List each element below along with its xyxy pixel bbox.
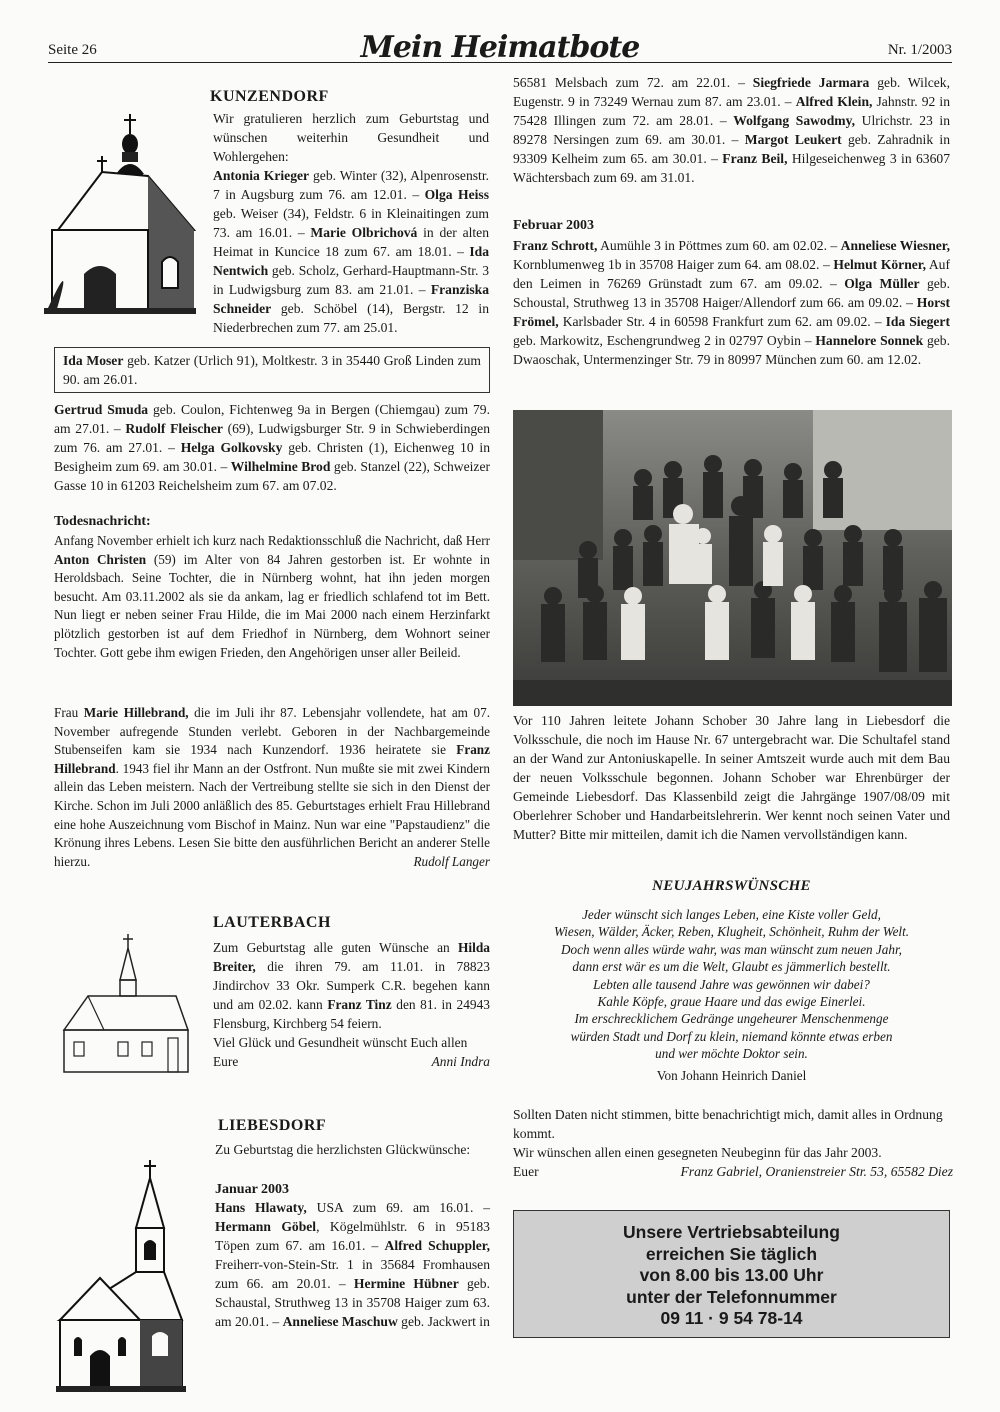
poem-line: und wer möchte Doktor sein. (655, 1046, 808, 1062)
birthday-details: Auf den Leimen in 76269 Grünstadt zum 67. am 09.02. – (513, 257, 951, 291)
birthday-name: Wilhelmine Brod (230, 459, 331, 474)
kunzendorf-title: KUNZENDORF (210, 88, 329, 105)
poem-line: Doch wenn alles würde wahr, was man wünscht zum neuen Jahr, (561, 941, 902, 957)
kunzendorf-entries-b (54, 400, 490, 495)
birthday-name: Rudolf Fleischer (125, 421, 223, 436)
distribution-contact-box (513, 1210, 950, 1338)
new-year-poem (505, 906, 958, 1084)
author-signature: Rudolf Langer (413, 853, 490, 869)
birthday-details: Karlsbader Str. 4 in 60598 Frankfurt zum 62. am 09.02. – (558, 314, 886, 329)
ad-line: Unsere Vertriebsabteilung (623, 1222, 840, 1242)
birthday-name: Anneliese Maschuw (282, 1314, 398, 1329)
closing-text: Viel Glück und Gesundheit wünscht Euch allen Eure (213, 1035, 468, 1069)
ad-line: erreichen Sie täglich (645, 1243, 818, 1264)
birthday-details: Kornblumenweg 1b in 35708 Haiger zum 64. am 08.02. – (513, 257, 834, 272)
kunzendorf-entries-a (213, 166, 489, 337)
author-signature: Anni Indra (431, 1054, 490, 1069)
liebesdorf-intro: Zu Geburtstag die herzlichsten Glückwünsche: (215, 1142, 471, 1157)
birthday-details: Ulrichstr. 23 in 89278 Nersingen zum 69. am 30.01. – (513, 113, 951, 147)
birthday-details: (69), Ludwigsburger Str. 9 in Schwieberdingen zum 76. am 27.01. – (54, 421, 490, 455)
birthday-details: geb. Schaustal, Struthweg 13 in 35708 Haiger zum 63. am 20.01. – (215, 1276, 490, 1329)
birthday-name: Hermine Hübner (353, 1276, 459, 1291)
birthday-details: geb. Katzer (Urlich 91), Moltkestr. 3 in 35440 Groß Linden zum 90. am 26.01. (63, 353, 481, 387)
marie-hillebrand-article (54, 704, 490, 871)
poem-line: Jeder wünscht sich langes Leben, eine Kiste voller Geld, (582, 907, 881, 922)
kunzendorf-intro-block (213, 109, 489, 337)
closing-signature-line (513, 1162, 953, 1181)
masthead-title: Mein Heimatbote (360, 30, 640, 65)
birthday-name: Olga Heiss (424, 187, 489, 202)
lauterbach-church-illustration (58, 934, 192, 1074)
birthday-details: geb. Weiser (34), Feldstr. 6 in Kleinaitingen zum 73. am 16.01. – (213, 206, 489, 240)
article-part: die im Juli ihr 87. Lebensjahr vollendete, hat am 07. November aufregende Stunden verlebt. Geboren in der Nachbargemeinde Stubenseifen kam sie 1934 nach Kunzendorf. 1936 heiratete sie (54, 705, 490, 758)
birthday-name: Gertrud Smuda (54, 402, 149, 417)
person-name: Franz Tinz (327, 997, 392, 1012)
closing-euer: Euer (513, 1164, 539, 1179)
birthday-name: Ida Nentwich (213, 244, 489, 278)
birthday-details: Aumühle 3 in Pöttmes zum 60. am 02.02. – (597, 238, 841, 253)
birthday-details: Freiherr-von-Stein-Str. 1 in 35684 Fromhausen zum 66. am 20.01. – (215, 1257, 490, 1291)
person-name: Franz Hillebrand (54, 742, 490, 776)
birthday-details: USA zum 69. am 16.01. – (306, 1200, 491, 1215)
birthday-details: , Kögelmühlstr. 6 in 95183 Töpen zum 67. am 16.01. – (215, 1219, 490, 1253)
birthday-details: geb. Coulon, Fichtenweg 9a in Bergen (Chiemgau) zum 79. am 27.01. – (54, 402, 491, 436)
month-heading-february: Februar 2003 (513, 218, 595, 233)
birthday-details: geb. Zahradnik in 93309 Kelheim zum 65. am 30.01. – (513, 132, 950, 166)
closing-notes (513, 1105, 953, 1181)
phone-number: 09 11 · 9 54 78-14 (660, 1308, 803, 1328)
birthday-name: Anneliese Wiesner, (840, 238, 950, 253)
birthday-details: geb. Wilcek, Eugenstr. 9 in 73249 Wernau zum 87. am 23.01. – (513, 75, 950, 109)
birthday-name: Franz Beil, (722, 151, 788, 166)
class-photograph (513, 410, 952, 706)
birthday-name: Franziska Schneider (213, 282, 489, 316)
birthday-details: geb. Stanzel (22), Schweizer Gasse 10 in 61203 Reichelsheim zum 67. am 07.02. (54, 459, 491, 493)
poem-line: Kahle Köpfe, graue Haare und das ewige Einerlei. (597, 994, 866, 1010)
liebesdorf-february-entries (513, 236, 950, 369)
birthday-details: 56581 Melsbach zum 72. am 22.01. – (513, 75, 753, 90)
ad-line: von 8.00 bis 13.00 Uhr (639, 1265, 824, 1285)
birthday-details: in der alten Heimat in Kuncice 18 zum 67. am 18.01. – (213, 225, 489, 259)
new-year-poem-title: NEUJAHRSWÜNSCHE (652, 878, 811, 894)
birthday-name: Siegfriede Jarmara (752, 75, 870, 90)
lauterbach-text (213, 938, 490, 1071)
birthday-details: geb. Winter (32), Alpenrosenstr. 7 in Augsburg zum 76. am 12.01. – (213, 168, 489, 202)
birthday-name: Franz Schrott, (513, 238, 598, 253)
closing-paragraph: Sollten Daten nicht stimmen, bitte benachrichtigt mich, damit alles in Ordnung kommt. (513, 1107, 943, 1141)
birthday-name: Alfred Klein, (795, 94, 873, 109)
text-part: Zum Geburtstag alle guten Wünsche an (213, 940, 458, 955)
birthday-name: Marie Olbrichová (310, 225, 418, 240)
birthday-name: Hans Hlawaty, (215, 1200, 307, 1215)
text-part: die ihren 79. am 11.01. in 78823 Jindirchov 33 Okr. Sumperk C.R. begehen kann und am 02.02. kann (213, 959, 490, 1012)
ad-line: unter der Telefonnummer (626, 1286, 837, 1307)
kunzendorf-intro: Wir gratulieren herzlich zum Geburtstag und wünschen weiterhin Gesundheit und Wohlergehen: (213, 111, 489, 164)
text-part: den 81. in 24943 Flensburg, Kirchberg 54 feiern. (213, 997, 490, 1031)
birthday-details: geb. Dwaoschak, Untermenzinger Str. 79 in 80997 München zum 60. am 12.02. (513, 333, 950, 367)
article-part: . 1943 fiel ihr Mann an der Ostfront. Nun mußte sie mit zwei Kindern allein das Leben meistern. Nach der Vertreibung stellte sie sich in den Dienst der Kirche. Schon im Juli 2000 anläßlich des 85. Geburtstages erhielt Frau Hillebrand eine hohe Auszeichnung vom Bischof in Mainz. Nun war eine "Papstaudienz" die Krönung ihres Lebens. Lesen Sie bitte den ausführlichen Bericht an anderer Stelle hierzu. (54, 760, 490, 869)
photo-caption: Vor 110 Jahren leitete Johann Schober 30 Jahre lang in Liebesdorf die Volksschule, die noch im Hause Nr. 67 untergebracht war. Die Schultafel stand an der Wand zur Antoniuskapelle. In seiner Amtszeit wurde auch mit dem Bau der neuen Volksschule begonnen. Johann Schober war Ehrenbürger der Gemeinde Liebesdorf. Das Klassenbild zeigt die Jahrgänge 1907/08/09 mit Oberlehrer Schober und Handarbeitslehrerin. Wer kennt noch seinen Vater und Mutter? Bitte mir mitteilen, damit ich die Namen vervollständigen kann. (513, 713, 950, 842)
poem-line: dann erst wär es um die Welt, Glaubt es jämmerlich bestellt. (572, 959, 891, 975)
birthday-name: Ida Moser (63, 353, 124, 368)
birthday-details: geb. Schöbel (14), Bergstr. 12 in Niederbrechen zum 77. am 25.01. (213, 301, 489, 335)
issue-number: Nr. 1/2003 (887, 42, 952, 58)
deceased-name: Anton Christen (54, 551, 147, 567)
poem-author: Von Johann Heinrich Daniel (656, 1067, 807, 1083)
page-number: Seite 26 (48, 42, 97, 58)
birthday-details: Jahnstr. 92 in 75428 Illingen zum 72. am 28.01. – (513, 94, 950, 128)
birthday-name: Antonia Krieger (213, 168, 310, 183)
death-notice-part: (59) im Alter von 84 Jahren gestorben ist. Er wohnte in Heroldsbach. Seine Tochter, die in Nürnberg wohnt, hat ihn jeden morgen besucht. Am 03.11.2002 als sie da ankam, lag er friedlich schlafend tot im Bett. Nun liegt er neben seiner Frau Hilde, die im Mai 2000 nach einem Herzinfarkt plötzlich gestorben ist auf dem Friedhof in Nürnberg, dem Wohnort seiner Tochter. Gott gebe ihm ewigen Frieden, den Angehörigen unser aller Beileid. (54, 551, 490, 660)
kunzendorf-church-illustration (44, 112, 196, 320)
closing-paragraph: Wir wünschen allen einen gesegneten Neubeginn für das Jahr 2003. (513, 1145, 882, 1160)
poem-line: Wiesen, Wälder, Äcker, Reben, Klugheit, Schönheit, Ruhm der Welt. (553, 924, 910, 940)
poem-line: würden Stadt und Dorf zu klein, niemand könnte etwas erben (570, 1028, 893, 1044)
birthday-details: geb. Schoustal, Struthweg 13 in 35708 Haiger/Allendorf zum 66. am 09.02. – (513, 276, 950, 310)
birthday-details: geb. Jackwert in (397, 1314, 490, 1329)
birthday-details: geb. Scholz, Gerhard-Hauptmann-Str. 3 in Ludwigsburg zum 83. am 21.01. – (213, 263, 489, 297)
header-rule (48, 62, 952, 63)
birthday-name: Olga Müller (844, 276, 920, 291)
liebesdorf-january-continued (513, 73, 950, 187)
death-notice-text (54, 532, 490, 662)
liebesdorf-title: LIEBESDORF (218, 1117, 327, 1134)
birthday-name: Alfred Schuppler, (384, 1238, 490, 1253)
birthday-details: geb. Christen (1), Eichenweg 10 in Besigheim zum 69. am 30.01. – (54, 440, 491, 474)
article-part: Frau (54, 705, 84, 720)
editor-signature: Franz Gabriel, Oranienstreier Str. 53, 65582 Diez (680, 1164, 953, 1179)
birthday-name: Helga Golkovsky (180, 440, 283, 455)
death-notice-heading: Todesnachricht: (54, 514, 151, 529)
poem-line: Im erschrecklichem Gedränge ungeheurer Menschenmenge (574, 1011, 889, 1027)
birthday-name: Margot Leukert (744, 132, 842, 147)
person-name: Hilda Breiter, (213, 940, 490, 974)
month-heading-january: Januar 2003 (215, 1182, 290, 1197)
person-name: Marie Hillebrand, (83, 705, 189, 720)
birthday-name: Helmut Körner, (833, 257, 926, 272)
birthday-name: Horst Frömel, (513, 295, 950, 329)
death-notice-part: Anfang November erhielt ich kurz nach Redaktionsschluß die Nachricht, daß Herr (54, 533, 490, 548)
liebesdorf-january-entries (215, 1198, 490, 1331)
birthday-name: Ida Siegert (885, 314, 950, 329)
poem-line: Lebten alle tausend Jahre was gewönnen wir dabei? (593, 976, 870, 992)
liebesdorf-church-illustration (56, 1160, 186, 1392)
birthday-name: Hannelore Sonnek (815, 333, 924, 348)
birthday-details: Hilgeseichenweg 3 in 63607 Wächtersbach zum 69. am 31.01. (513, 151, 950, 185)
birthday-name: Hermann Göbel (215, 1219, 317, 1234)
birthday-name: Wolfgang Sawodmy, (733, 113, 856, 128)
highlighted-birthday-box (54, 347, 490, 393)
lauterbach-title: LAUTERBACH (213, 914, 331, 931)
birthday-details: geb. Markowitz, Eschengrundweg 2 in 02797 Oybin – (513, 333, 816, 348)
lauterbach-closing (213, 1033, 490, 1071)
